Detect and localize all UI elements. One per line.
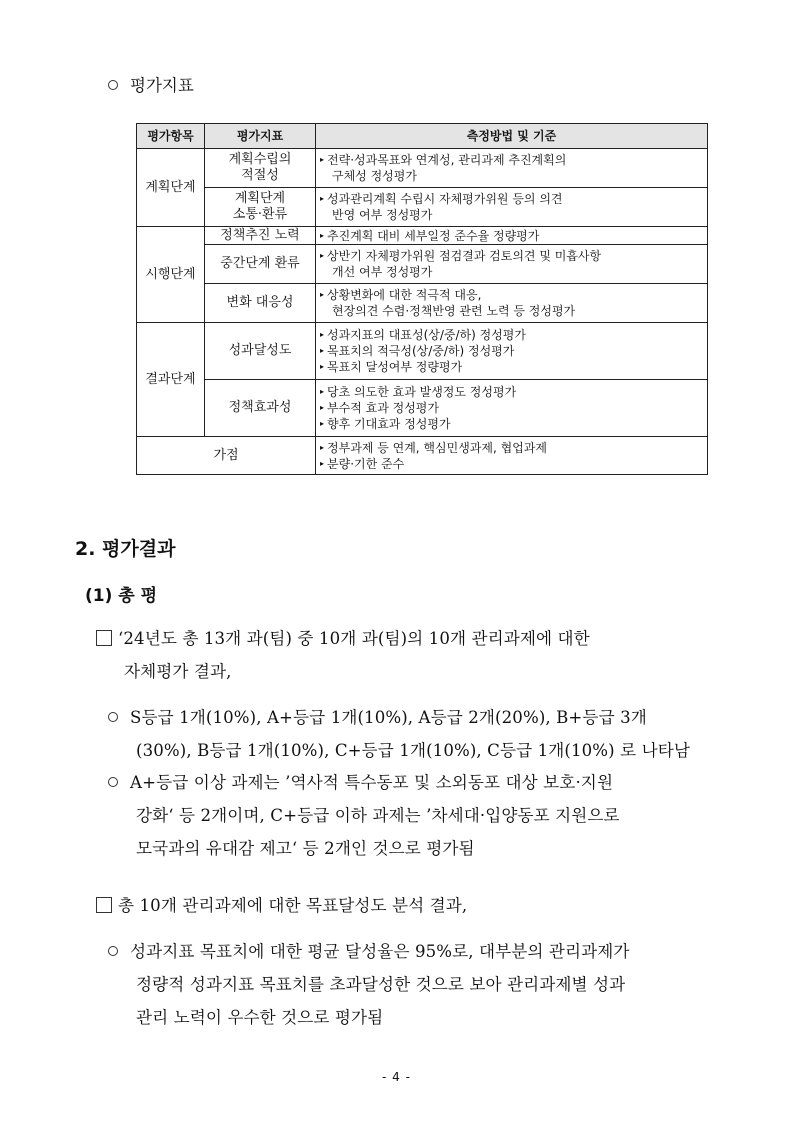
table-row <box>137 149 708 188</box>
table-row <box>137 227 708 245</box>
method-line <box>320 456 703 472</box>
triangle-bullet-icon: ▸ <box>320 387 325 396</box>
indicator-line: 적절성 <box>241 168 279 183</box>
method-cell <box>316 284 708 323</box>
table-row <box>137 380 708 437</box>
paragraph-text: ‘24년도 총 13개 과(팀) 중 10개 과(팀)의 10개 관리과제에 대한 <box>118 629 590 648</box>
triangle-bullet-icon: ▸ <box>320 403 325 412</box>
method-text: 상반기 자체평가위원 점검결과 검토의견 및 미흡사항 <box>327 249 602 263</box>
indicator-cell: 정책추진 노력 <box>205 227 316 245</box>
indicator-cell <box>205 149 316 188</box>
circle-bullet-icon <box>108 712 118 722</box>
square-bullet-icon <box>96 630 112 646</box>
stage-cell-plan: 계획단계 <box>137 149 205 227</box>
method-line <box>320 343 703 359</box>
method-text: 정부과제 등 연계, 핵심민생과제, 협업과제 <box>327 440 547 455</box>
paragraph-text: 성과지표 목표치에 대한 평균 달성율은 95%로, 대부분의 관리과제가 <box>130 942 630 961</box>
indicator-cell: 변화 대응성 <box>205 284 316 323</box>
method-cell <box>316 149 708 188</box>
method-line: 현장의견 수렴·정책반영 관련 노력 등 정성평가 <box>332 304 576 318</box>
method-text: 부수적 효과 정성평가 <box>327 401 439 415</box>
table-row <box>137 284 708 323</box>
method-text: 추진계획 대비 세부일정 준수율 정량평가 <box>327 228 540 243</box>
square-bullet-icon <box>96 897 112 913</box>
method-text: 성과관리계획 수립시 자체평가위원 등의 의견 <box>327 192 563 206</box>
paragraph-line <box>96 889 467 922</box>
subsection-heading: (1) 총 평 <box>85 586 158 606</box>
circle-bullet-icon <box>108 777 118 787</box>
paragraph-line: 강화‘ 등 2개이며, C+등급 이하 과제는 ’차세대·입양동포 지원으로 <box>136 806 620 825</box>
triangle-bullet-icon: ▸ <box>320 346 325 355</box>
evaluation-indicator-table <box>136 123 708 475</box>
method-line <box>320 248 703 264</box>
method-text: 향후 기대효과 정성평가 <box>327 417 451 431</box>
stage-cell-bonus: 가점 <box>137 437 316 475</box>
method-line <box>320 416 703 432</box>
method-line <box>320 384 703 400</box>
indicator-cell: 성과달성도 <box>205 323 316 380</box>
table-row <box>137 323 708 380</box>
method-line <box>320 228 703 244</box>
table-header-row <box>137 124 708 149</box>
triangle-bullet-icon: ▸ <box>320 458 325 468</box>
method-text: 전략·성과목표와 연계성, 관리과제 추진계획의 <box>327 153 567 167</box>
paragraph-line: 관리 노력이 우수한 것으로 평가됨 <box>136 1008 384 1027</box>
paragraph-line <box>96 622 590 655</box>
triangle-bullet-icon: ▸ <box>320 290 325 299</box>
triangle-bullet-icon: ▸ <box>320 330 325 339</box>
paragraph-line <box>108 701 690 734</box>
table-row <box>137 188 708 227</box>
triangle-bullet-icon: ▸ <box>320 419 325 428</box>
method-line <box>320 191 703 207</box>
header-method: 측정방법 및 기준 <box>316 124 708 149</box>
paragraph-line: 모국과의 유대감 제고‘ 등 2개인 것으로 평가됨 <box>136 839 475 858</box>
method-line <box>320 400 703 416</box>
achievement-rate-paragraph <box>108 935 630 1034</box>
grade-distribution-paragraph <box>108 701 690 767</box>
paragraph-text: A+등급 이상 과제는 ’역사적 특수동포 및 소외동포 대상 보호·지원 <box>130 773 614 792</box>
method-cell <box>316 437 708 475</box>
method-cell <box>316 380 708 437</box>
indicator-title-text: 평가지표 <box>130 76 194 95</box>
method-line <box>320 152 703 168</box>
method-text: 목표치 달성여부 정량평가 <box>327 360 463 374</box>
indicator-line: 계획수립의 <box>228 152 292 167</box>
table-row <box>137 437 708 475</box>
method-line: 반영 여부 정성평가 <box>332 208 433 222</box>
indicator-line: 소통·환류 <box>232 207 288 222</box>
method-cell <box>316 188 708 227</box>
method-cell <box>316 245 708 284</box>
summary-paragraph-1 <box>96 622 590 688</box>
method-text: 상황변화에 대한 적극적 대응, <box>327 288 482 302</box>
paragraph-text: 총 10개 관리과제에 대한 목표달성도 분석 결과, <box>118 896 468 915</box>
paragraph-line: 자체평가 결과, <box>124 662 232 681</box>
indicator-section-title <box>108 72 194 96</box>
triangle-bullet-icon: ▸ <box>320 155 325 164</box>
grade-highlight-paragraph <box>108 766 620 865</box>
paragraph-line <box>108 935 630 968</box>
triangle-bullet-icon: ▸ <box>320 194 325 203</box>
header-category: 평가항목 <box>137 124 205 149</box>
indicator-cell: 정책효과성 <box>205 380 316 437</box>
method-text: 당초 의도한 효과 발생정도 정성평가 <box>327 385 517 399</box>
method-line: 개선 여부 정성평가 <box>332 265 433 279</box>
method-line <box>320 287 703 303</box>
triangle-bullet-icon: ▸ <box>320 230 325 240</box>
method-line: 구체성 정성평가 <box>332 169 417 183</box>
method-cell <box>316 227 708 245</box>
method-text: 성과지표의 대표성(상/중/하) 정성평가 <box>327 328 526 342</box>
stage-cell-exec: 시행단계 <box>137 227 205 323</box>
header-indicator: 평가지표 <box>205 124 316 149</box>
paragraph-line <box>108 766 620 799</box>
page-number: - 4 - <box>382 1070 411 1084</box>
method-line <box>320 440 703 456</box>
paragraph-text: S등급 1개(10%), A+등급 1개(10%), A등급 2개(20%), B+등급 3개 <box>130 708 647 727</box>
table-row <box>137 245 708 284</box>
triangle-bullet-icon: ▸ <box>320 362 325 371</box>
triangle-bullet-icon: ▸ <box>320 251 325 260</box>
paragraph-line: 정량적 성과지표 목표치를 초과달성한 것으로 보아 관리과제별 성과 <box>136 975 626 994</box>
method-line <box>320 359 703 375</box>
goal-analysis-paragraph <box>96 889 467 922</box>
indicator-cell: 중간단계 환류 <box>205 245 316 284</box>
section-heading: 2. 평가결과 <box>75 538 176 560</box>
method-cell <box>316 323 708 380</box>
circle-bullet-icon <box>108 946 118 956</box>
method-text: 분량·기한 준수 <box>327 456 405 471</box>
method-text: 목표치의 적극성(상/중/하) 정성평가 <box>327 344 515 358</box>
method-line <box>320 327 703 343</box>
triangle-bullet-icon: ▸ <box>320 442 325 452</box>
indicator-cell <box>205 188 316 227</box>
paragraph-line: (30%), B등급 1개(10%), C+등급 1개(10%), C등급 1개(10%) 로 나타남 <box>136 741 690 760</box>
circle-bullet-icon <box>108 80 118 90</box>
indicator-line: 계획단계 <box>234 191 286 206</box>
stage-cell-result: 결과단계 <box>137 323 205 437</box>
